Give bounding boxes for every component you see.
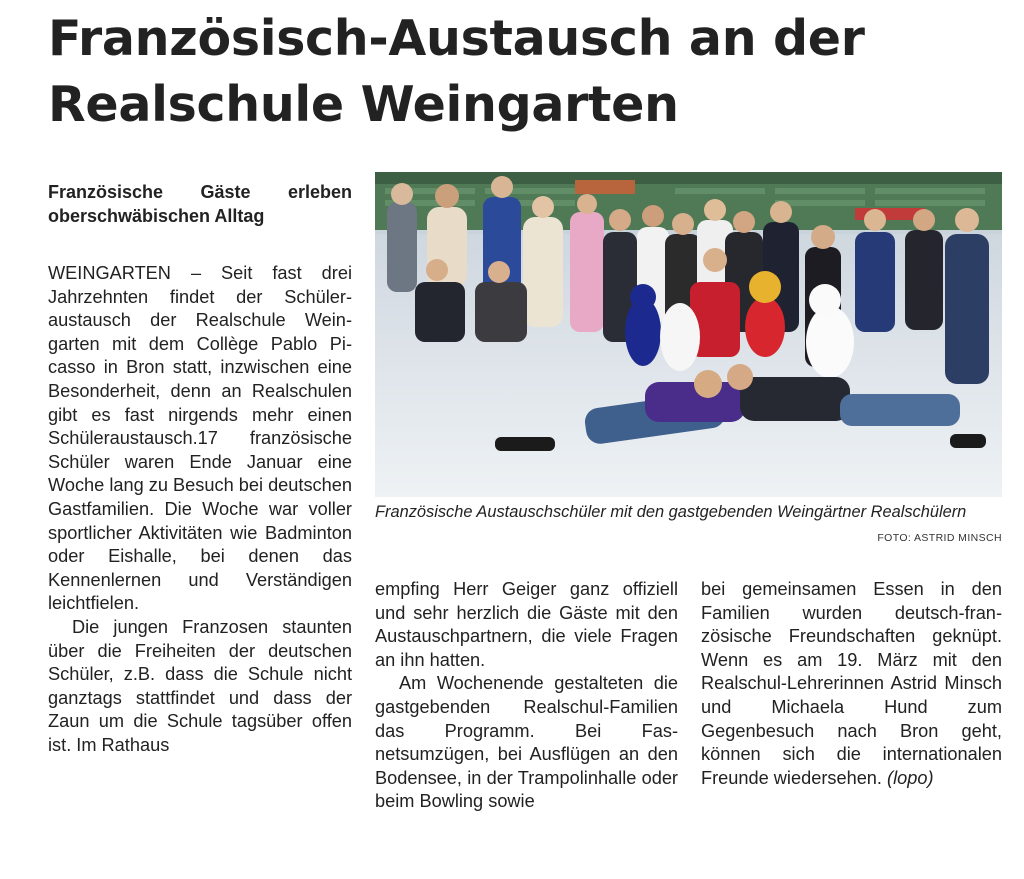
text-column-1 bbox=[48, 262, 352, 757]
paragraph-3: empfing Herr Geiger ganz offiziell und sehr herzlich die Gäste mit den Austauschpartnern, die viele Fragen an ihn hatten. bbox=[375, 579, 678, 670]
paragraph-1-text: – Seit fast drei Jahrzehnten findet der Schüleraustausch der Realschule Weingarten mit dem Collège Pablo Picasso in Bron statt, inzwischen eine Besonderheit, denn an Realschulen gibt es fast nirgends mehr einen Schüleraustausch.17 französische Schüler waren Ende Januar eine Woche lang zu Besuch bei deutschen Gastfamilien. Die Woche war voller sportlicher Aktivitäten wie Badminton oder Eishalle, bei denen das Kennenlernen und Verständigen leichtfielen. bbox=[48, 263, 353, 614]
paragraph-5 bbox=[701, 578, 1002, 790]
paragraph-5-text: bei gemeinsamen Essen in den Familien wurden deutsch-französische Freundschaften geknüpt. Wenn es am 19. März mit den Realschul-Lehrerinnen Astrid Minsch und Michaela Hund zum Gegenbesuch nach Bron geht, können sich die internationalen Freunde wiedersehen. bbox=[701, 579, 1002, 788]
photo-caption: Französische Austauschschüler mit den gastgebenden Weingärtner Realschülern bbox=[375, 503, 967, 521]
author-signature: (lopo) bbox=[887, 767, 934, 788]
group-photo-ice-rink-icon bbox=[375, 172, 1002, 497]
paragraph-2: Die jungen Franzosen staunten über die Freiheiten der deutschen Schüler, z.B. dass die Schule nicht ganztags stattfindet und dass der Zaun um die Schule tagsüber offen ist. Im Rathaus bbox=[48, 616, 352, 755]
paragraph-4: Am Wochenende gestalteten die gastgebenden Realschul-Familien das Programm. Bei Fasnetsumzügen, bei Ausflügen an den Bodensee, in der Trampolinhalle oder beim Bowling sowie bbox=[375, 673, 678, 812]
article-headline bbox=[48, 6, 1008, 138]
article-subheadline: Französische Gäste erleben oberschwäbischen Alltag bbox=[48, 182, 352, 226]
photo-credit: FOTO: ASTRID MINSCH bbox=[877, 532, 1002, 544]
article-photo bbox=[375, 172, 1002, 497]
text-column-3 bbox=[701, 578, 1002, 790]
paragraph-intro bbox=[48, 262, 352, 616]
dateline: WEINGARTEN bbox=[48, 263, 171, 283]
headline-line-2: Realschule Weingarten bbox=[48, 76, 679, 133]
headline-line-1: Französisch-Austausch an der bbox=[48, 10, 865, 67]
text-column-2 bbox=[375, 578, 678, 814]
